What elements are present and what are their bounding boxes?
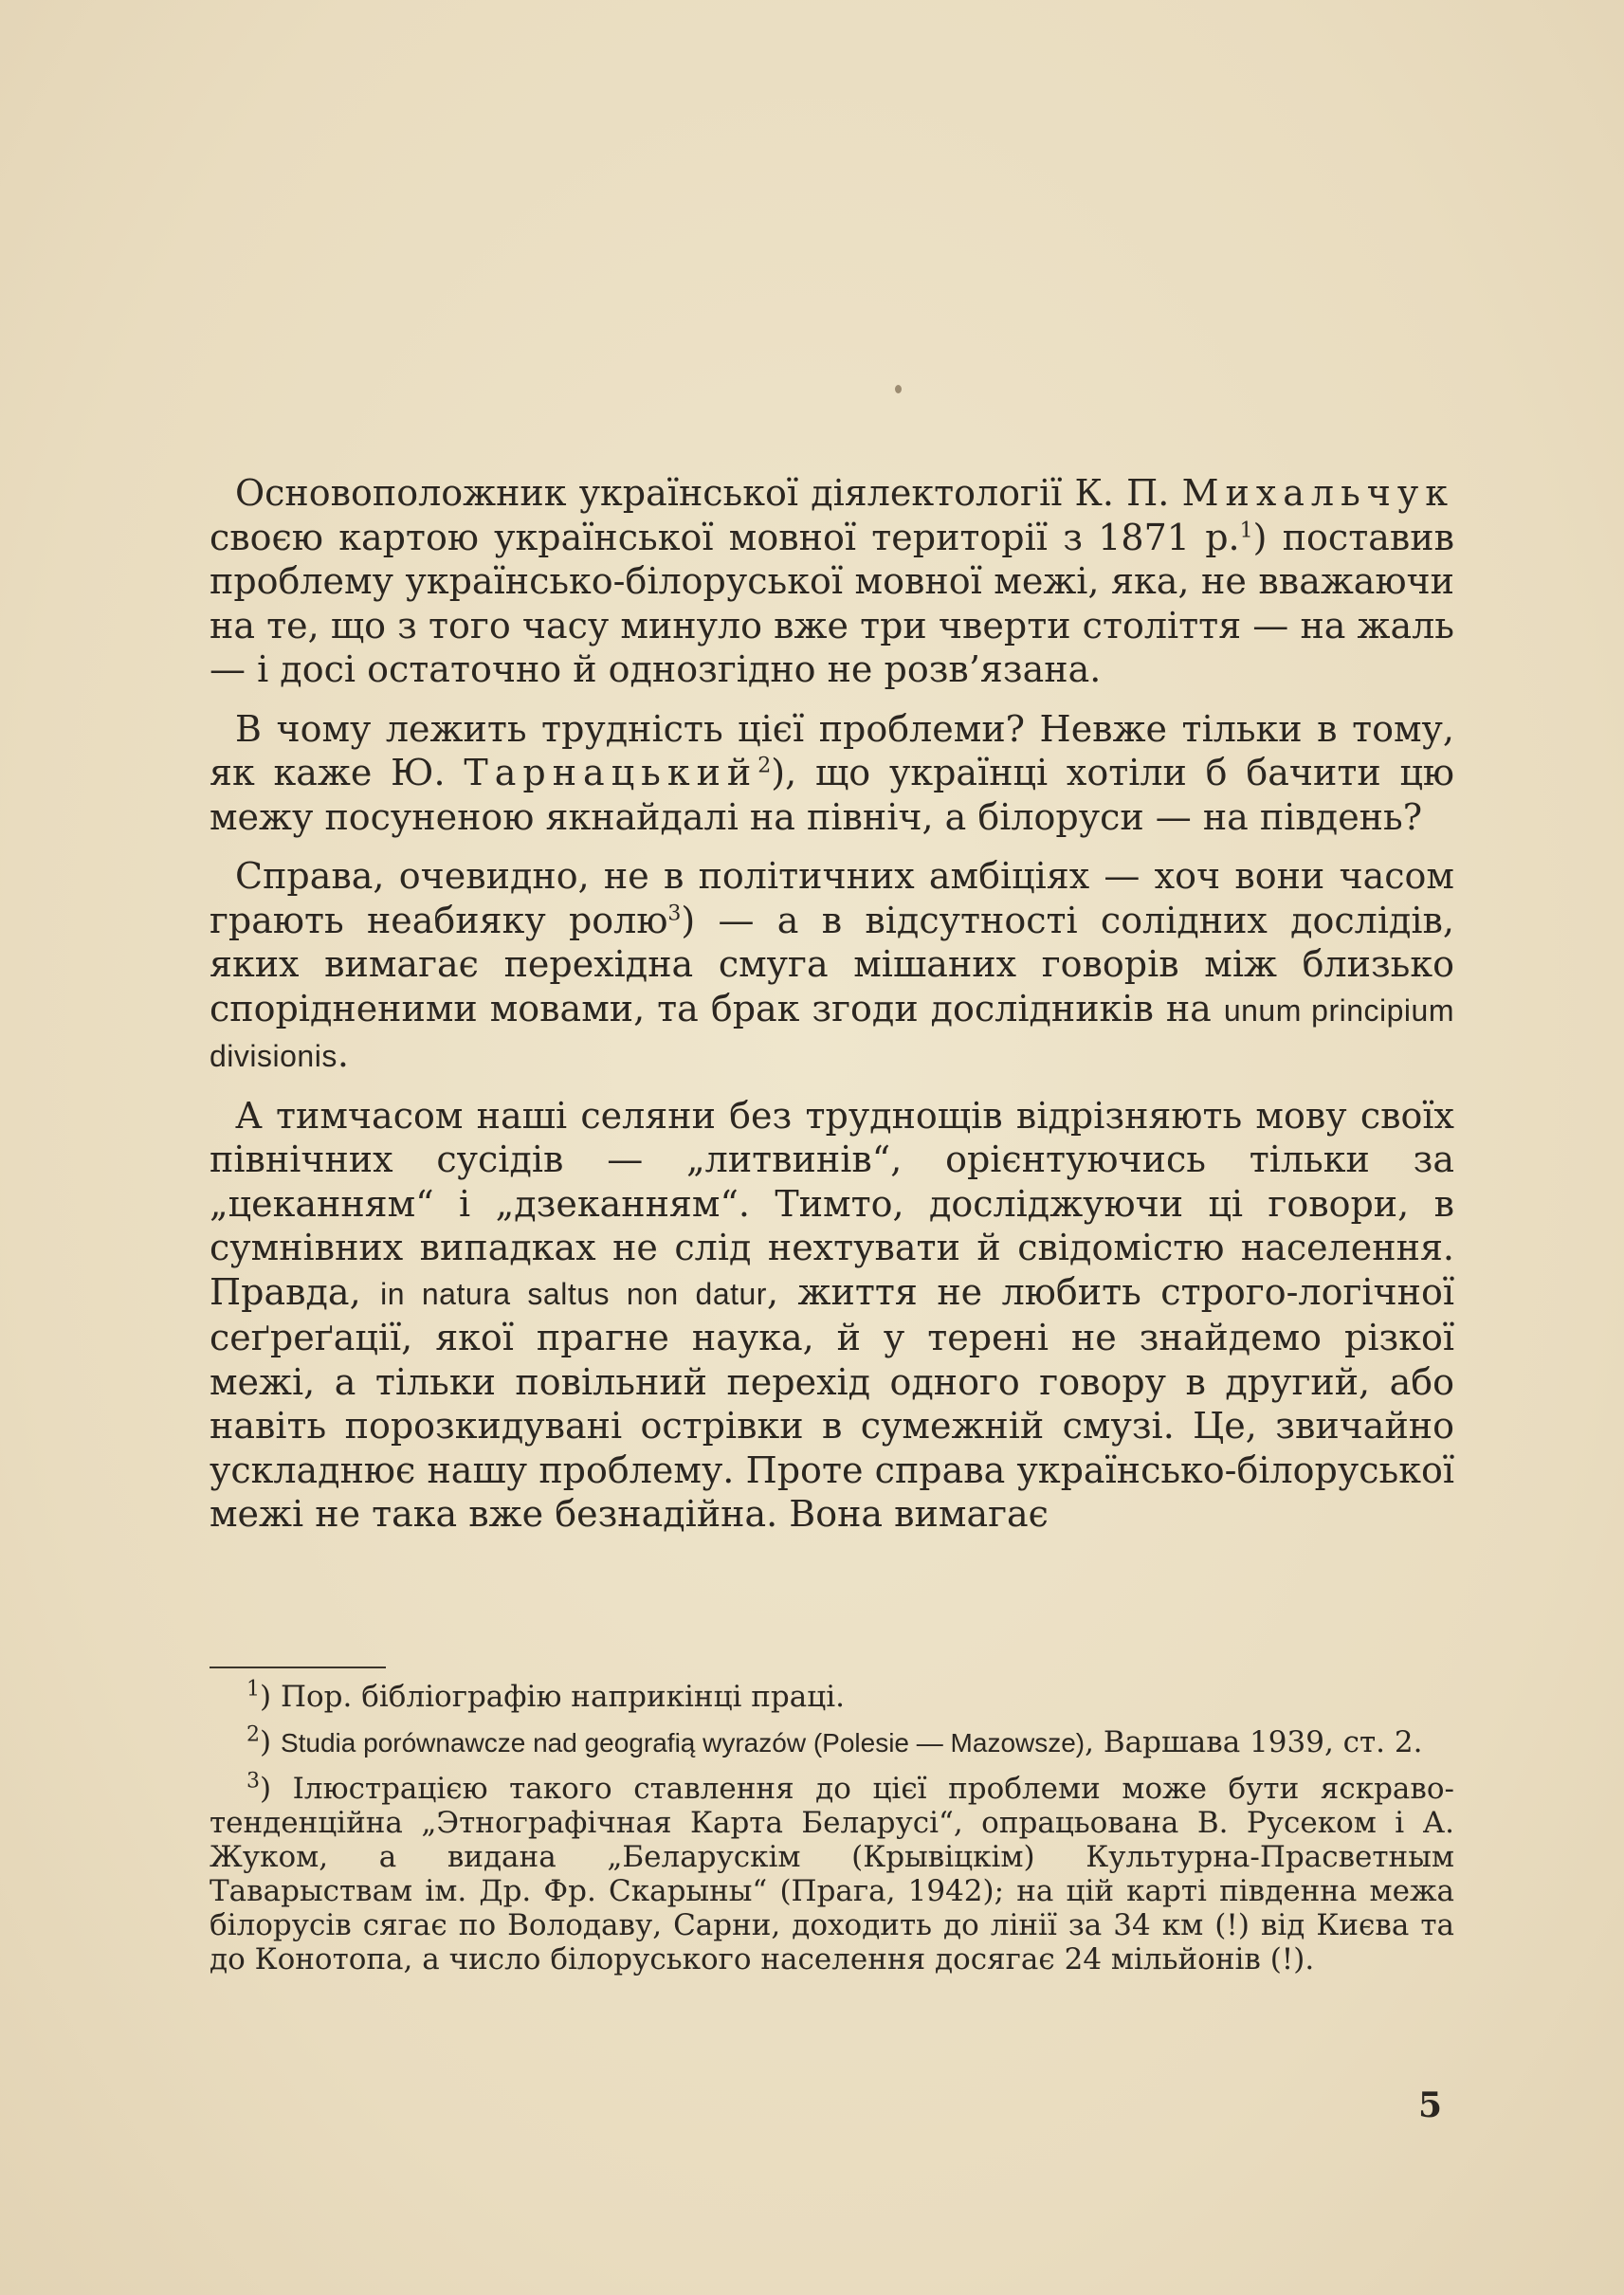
page-number: 5 (1418, 2086, 1443, 2125)
author-name-mykhalchuk: Михальчук (1181, 472, 1454, 514)
latin-phrase: unum principium divisionis (210, 993, 1454, 1073)
main-text (210, 471, 1454, 1537)
footnote-ref-2: 2 (757, 754, 772, 778)
footnote-1: $^1$) Пор. бібліографію наприкінці праці. (246, 1677, 845, 1714)
paper-speck (895, 385, 902, 393)
paragraph-1: Основоположник української діялектології К. П. Михальчук своєю картою української мовної території з 1871 р.$^1$) поставив проблему українсько-білоруської мовної межі, яка, не вважаючи на те, що з того часу минуло вже три чверти століття — на жаль — і досі остаточно й однозгідно не розв’язана. (210, 472, 1454, 690)
footnote-2: $^2$) Studia porównawcze nad geografią wyrazów (Polesie — Mazowsze), Варшава 1939, ст. 2. (246, 1722, 1423, 1759)
footnote-3: $^3$) Ілюстрацією такого ставлення до цієї проблеми може бути яскраво-тенденційна „Этнографічная Карта Беларусі“, опрацьована В. Русеком і А. Жуком, а видана „Беларускім (Крывіцкім) Культурна-Прасветным Таварыствам ім. Др. Фр. Скарыны“ (Прага, 1942); на цій карті південна межа білорусів сягає по Володаву, Сарни, доходить до лінії за 34 км (!) від Києва та до Конотопа, а число білоруського населення досягає 24 мільйонів (!). (210, 1769, 1454, 1976)
footnotes (210, 1677, 1454, 1976)
author-name-tarnatskyi: Тарнацький (464, 752, 758, 793)
paragraph-4: А тимчасом наші селяни без труднощів відрізняють мову своїх північних сусідів — „литвинів“, орієнтуючись тільки за „цеканням“ і „дзеканням“. Тимто, досліджуючи ці говори, в сумнівних випадках не слід нехтувати й свідомістю населення. Правда, in natura saltus non datur, життя не любить строго-логічної сеґреґації, якої прагне наука, й у терені не знайдемо різкої межі, а тільки повільний перехід одного говору в другий, або навіть порозкидувані острівки в сумежній смузі. Це, звичайно ускладнює нашу проблему. Проте справа українсько-білоруської межі не така вже безнадійна. Вона вимагає (210, 1094, 1454, 1535)
cited-title: Studia porównawcze nad geografią wyrazów (Polesie — Mazowsze) (280, 1728, 1086, 1758)
footnote-divider (210, 1667, 386, 1668)
paragraph-2: В чому лежить трудність цієї проблеми? Невже тільки в тому, як каже Ю. Тарнацький$^2$), що українці хотіли б бачити цю межу посуненою якнайдалі на північ, а білоруси — на південь? (210, 707, 1454, 838)
footnote-ref-1: 1 (1239, 518, 1253, 542)
latin-phrase: in natura saltus non datur (380, 1276, 767, 1311)
paragraph-3: Справа, очевидно, не в політичних амбіціях — хоч вони часом грають неабияку ролю$^3$) — а в відсутності солідних дослідів, яких вимагає перехідна смуга мішаних говорів між близько спорідненими мовами, та брак згоди дослідників на unum principium divisionis. (210, 855, 1454, 1075)
footnote-ref-3: 3 (667, 901, 682, 925)
